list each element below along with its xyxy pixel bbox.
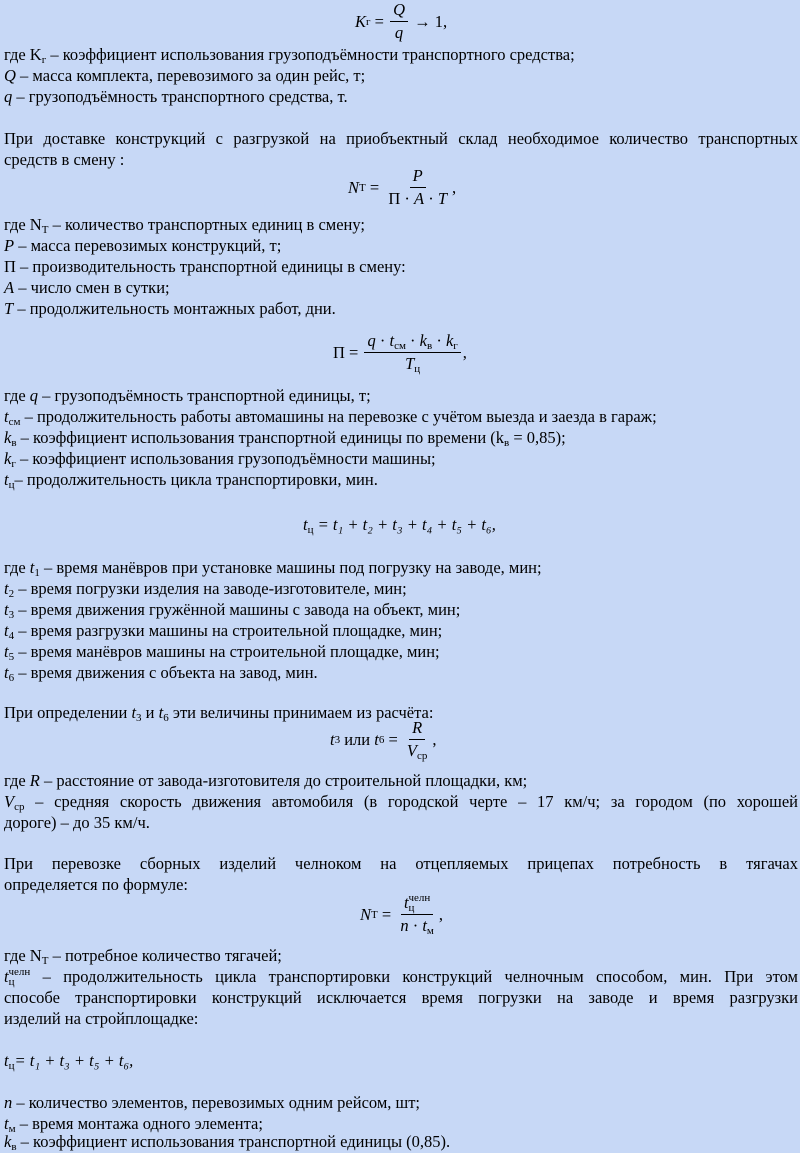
math-symbol: q: [29, 386, 39, 405]
subscript: ср: [417, 750, 428, 762]
fraction: [397, 893, 437, 936]
definition-line: [4, 599, 460, 620]
formula-tractor-count: N Т = $\frac{t_ц^{челн}}{n \cdot t_м}$ ,: [360, 892, 443, 937]
subscript: Т: [41, 224, 49, 236]
text-span: – время погрузки изделия на заводе-изготовителе, мин;: [14, 579, 407, 598]
superscript: челн: [8, 966, 31, 978]
text-span: =: [365, 177, 384, 197]
text-span: При определении: [4, 703, 132, 722]
math-symbol: k: [4, 449, 12, 468]
definition-line: [4, 385, 371, 406]
text-span: – продолжительность работы автомашины на перевозке с учётом выезда и заезда в гараж;: [20, 407, 657, 426]
superscript: челн: [408, 892, 431, 904]
text-span: – продолжительность цикла транспортировки, мин.: [14, 470, 378, 489]
text-span: эти величины принимаем из расчёта:: [168, 703, 434, 722]
subscript: 1: [34, 567, 40, 579]
formula-tail: → 1,: [410, 11, 448, 31]
subscript: в: [11, 437, 17, 449]
formula-productivity: [333, 331, 467, 374]
math-symbol: q: [4, 87, 13, 106]
numerator: Q: [393, 0, 406, 19]
denominator: q: [394, 23, 404, 42]
subscript: 6: [163, 712, 169, 724]
subscript: ц: [8, 479, 15, 491]
text-span: – расстояние от завода-изготовителя до строительной площадки, км;: [39, 771, 528, 790]
definition-line: [4, 945, 282, 966]
text-span: [390, 0, 408, 22]
math-symbol: t: [303, 515, 308, 534]
math-symbol: N: [348, 177, 360, 197]
text-span: – грузоподъёмность транспортной единицы, т;: [38, 386, 371, 405]
math-symbol: P: [412, 166, 423, 185]
math-symbol: k: [4, 428, 12, 447]
definition-line: [4, 557, 542, 578]
text-span: [364, 331, 460, 353]
math-symbol: T: [437, 189, 448, 208]
text-span: П =: [333, 342, 363, 362]
subscript: ц: [414, 363, 421, 375]
definition-line: [4, 406, 657, 427]
math-symbol: V: [4, 792, 15, 811]
math-symbol: t: [403, 893, 409, 912]
text-span: ·: [405, 331, 420, 350]
subscript: см: [8, 416, 21, 428]
subscript: 2: [8, 588, 15, 600]
definition-line: П – производительность транспортной единицы в смену:: [4, 257, 406, 276]
math-symbol: t: [131, 703, 137, 722]
math-symbol: n: [4, 1093, 13, 1112]
math-symbol: R: [29, 771, 40, 790]
text-span: – продолжительность монтажных работ, дни.: [13, 299, 336, 318]
formula-symbol: K: [355, 11, 367, 31]
math-symbol: k: [419, 331, 427, 350]
math-symbol: = t₁ + t₂ + t₃ + t₄ + t₅ + t₆,: [313, 515, 496, 534]
math-symbol: t: [4, 579, 9, 598]
text-span: П ·: [388, 189, 414, 208]
text-span: ·: [424, 189, 438, 208]
text-span: – число смен в сутки;: [14, 278, 170, 297]
subscript: м: [8, 1123, 16, 1135]
text-span: – время движения с объекта на завод, мин.: [14, 663, 318, 682]
subscript: ц: [8, 976, 15, 988]
text-span: где: [4, 386, 30, 405]
subscript: 3: [8, 609, 15, 621]
text-span: ·: [375, 331, 390, 350]
math-symbol: t: [4, 1051, 9, 1070]
definition-line: [4, 235, 281, 256]
text-span: – средняя скорость движения автомобиля (в городской черте – 17 км/ч; за городом (по хорошей: [24, 792, 798, 811]
definition-line: [4, 662, 318, 683]
math-symbol: t: [4, 1114, 9, 1133]
math-symbol: = t₁ + t₃ + t₅ + t₆,: [14, 1051, 134, 1070]
fraction: [390, 0, 408, 43]
paragraph-line: При доставке конструкций с разгрузкой на приобъектный склад необходимое количество транспортных: [4, 129, 798, 148]
text-span: где N: [4, 215, 42, 234]
math-symbol: t: [374, 729, 379, 749]
subscript: г: [11, 458, 16, 470]
text-span: =: [377, 904, 396, 924]
definition-line: [4, 448, 436, 469]
subscript: 3: [136, 712, 142, 724]
text-span: =: [384, 729, 402, 749]
text-span: ,: [432, 729, 437, 749]
definition-line: [4, 469, 378, 490]
math-symbol: A: [4, 278, 15, 297]
text-span: – количество транспортных единиц в смену;: [48, 215, 365, 234]
subscript: ц: [8, 1060, 15, 1072]
formula-shuttle-cycle: [4, 1050, 133, 1071]
equals-sign: =: [370, 11, 389, 31]
text-span: – время разгрузки машины на строительной площадке, мин;: [14, 621, 443, 640]
paragraph-line: средств в смену :: [4, 150, 125, 169]
text-span: [397, 915, 437, 936]
subscript: м: [426, 925, 434, 937]
text-span: – время монтажа одного элемента;: [15, 1114, 263, 1133]
text-span: [404, 740, 430, 761]
definition-line: [4, 214, 365, 235]
text-span: ·: [408, 916, 423, 935]
definition-line: [4, 1131, 450, 1152]
definition-line: [4, 791, 798, 812]
text-span: где K: [4, 45, 42, 64]
math-symbol: t: [4, 470, 9, 489]
math-symbol: T: [4, 299, 14, 318]
math-symbol: t: [4, 600, 9, 619]
fraction: [404, 718, 430, 761]
text-span: где N: [4, 946, 42, 965]
text-span: и: [141, 703, 159, 722]
math-symbol: t: [422, 916, 427, 935]
text-span: – количество элементов, перевозимых одним рейсом, шт;: [12, 1093, 421, 1112]
subscript: ц: [408, 902, 415, 914]
text-span: [401, 893, 433, 915]
text-span: – коэффициент использования грузоподъёмности транспортного средства;: [46, 45, 575, 64]
definition-line: [4, 44, 575, 65]
math-symbol: t: [4, 967, 9, 986]
math-symbol: t: [4, 407, 9, 426]
subscript: в: [504, 437, 510, 449]
text-span: ,: [438, 904, 443, 924]
text-span: – коэффициент использования транспортной единицы (0,85).: [16, 1132, 451, 1151]
text-span: – время манёвров при установке машины под погрузку на заводе, мин;: [39, 558, 542, 577]
definition-line: [4, 277, 170, 298]
text-span: – продолжительность цикла транспортировки конструкций челночным способом, мин. При этом: [30, 967, 798, 986]
math-symbol: P: [4, 236, 15, 255]
definition-line: [4, 578, 407, 599]
math-symbol: t: [389, 331, 395, 350]
subscript: 6: [8, 672, 15, 684]
math-symbol: t: [4, 663, 9, 682]
text-span: – масса перевозимых конструкций, т;: [14, 236, 282, 255]
text-span: – масса комплекта, перевозимого за один рейс, т;: [15, 66, 366, 85]
math-symbol: k: [4, 1132, 12, 1151]
math-symbol: T: [405, 354, 415, 373]
text-span: – коэффициент использования транспортной единицы по времени (k: [16, 428, 505, 447]
text-span: – время движения гружённой машины с завода на объект, мин;: [14, 600, 461, 619]
fraction: [364, 331, 460, 374]
math-symbol: n: [400, 916, 409, 935]
subscript: ц: [307, 524, 314, 536]
math-symbol: k: [445, 331, 454, 350]
paragraph-line: определяется по формуле:: [4, 875, 189, 894]
paragraph-line: способе транспортировки конструкций исключается время погрузки на заводе и время разгрузки: [4, 988, 798, 1007]
definition-line: [4, 65, 365, 86]
definition-line: [4, 966, 798, 987]
text-span: – потребное количество тягачей;: [48, 946, 282, 965]
math-symbol: q: [367, 331, 376, 350]
text-span: [392, 22, 406, 43]
math-symbol: V: [406, 741, 417, 760]
text-span: или: [340, 729, 375, 749]
subscript: в: [11, 1141, 17, 1153]
definition-line: дороге) – до 35 км/ч.: [4, 813, 150, 832]
math-symbol: t: [4, 642, 9, 661]
text-span: = 0,85);: [509, 428, 566, 447]
formula-travel-time: t 3 или t 6 = $\frac{R}{V_{ср}}$ ,: [330, 718, 437, 762]
subscript: г: [41, 54, 47, 66]
math-symbol: N: [360, 904, 372, 924]
math-symbol: t: [4, 621, 9, 640]
subscript: Т: [41, 955, 49, 967]
formula-load-factor: K г = $\frac{Q}{q}$ → 1,: [355, 0, 448, 42]
definition-line: [4, 427, 566, 448]
subscript: 4: [8, 630, 15, 642]
definition-line: [4, 620, 442, 641]
math-symbol: t: [158, 703, 164, 722]
definition-line: [4, 770, 527, 791]
text-span: – время манёвров машины на строительной площадке, мин;: [14, 642, 440, 661]
definition-line: [4, 298, 336, 319]
text-span: ·: [432, 331, 446, 350]
subscript: г: [453, 340, 458, 352]
formula-vehicle-count: N Т = $\frac{P}{П \cdot A \cdot T}$ ,: [348, 166, 457, 208]
math-symbol: A: [413, 189, 425, 208]
text-span: [402, 353, 423, 374]
math-symbol: Q: [4, 66, 16, 85]
subscript: 5: [8, 651, 15, 663]
definition-line: [4, 86, 348, 107]
text-span: где: [4, 558, 30, 577]
definition-line: [4, 1092, 420, 1113]
math-symbol: t: [330, 729, 335, 749]
text-span: [409, 718, 425, 740]
subscript: см: [394, 340, 406, 352]
formula-cycle-time: [303, 514, 496, 535]
paragraph-line: При перевозке сборных изделий челноком на отцепляемых прицепах потребность в тягачах: [4, 854, 798, 873]
subscript: в: [427, 340, 433, 352]
subscript: ср: [14, 801, 25, 813]
paragraph-line: изделий на стройплощадке:: [4, 1009, 199, 1028]
text-span: – грузоподъёмность транспортного средства, т.: [12, 87, 348, 106]
text-span: [385, 188, 450, 209]
text-span: ,: [452, 177, 457, 197]
math-symbol: R: [412, 718, 423, 737]
text-span: где: [4, 771, 30, 790]
fraction: [385, 166, 450, 209]
text-span: [410, 166, 426, 188]
math-symbol: t: [29, 558, 35, 577]
definition-line: [4, 641, 440, 662]
text-span: ,: [462, 342, 467, 362]
text-span: – коэффициент использования грузоподъёмности машины;: [15, 449, 436, 468]
